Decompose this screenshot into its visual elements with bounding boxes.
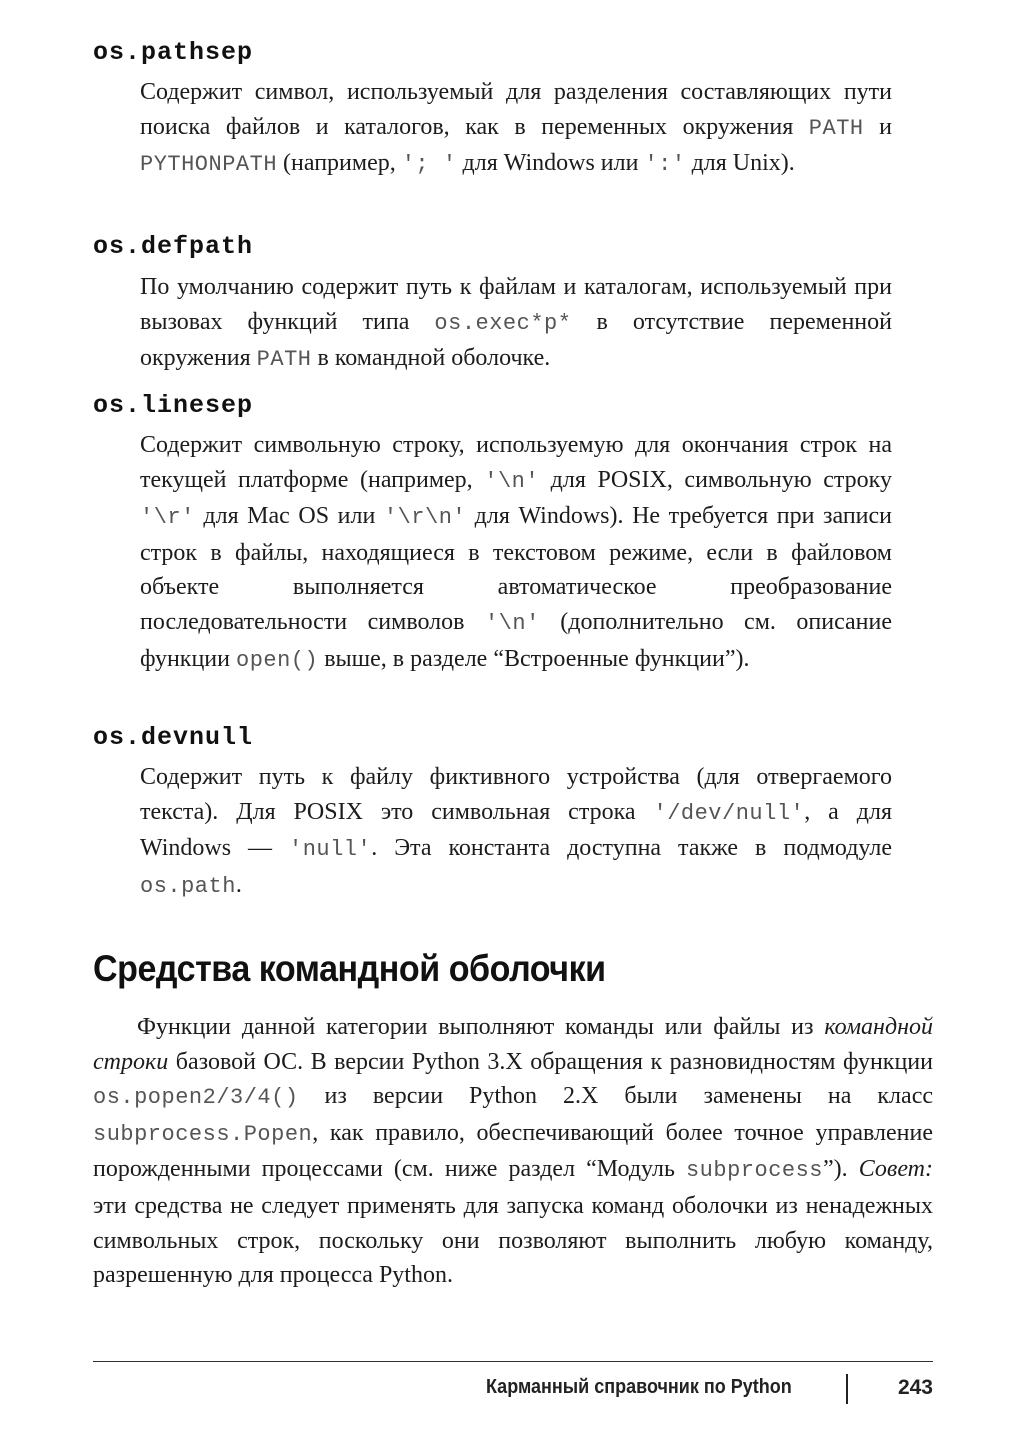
inline-code: os.popen2/3/4()	[93, 1085, 299, 1111]
inline-code: ':'	[644, 152, 686, 178]
entry-body-pathsep	[140, 75, 892, 183]
inline-code: '\n'	[484, 610, 540, 636]
text-run: для Mac OS или	[194, 503, 384, 530]
text-run: эти средства не следует применять для запуска команд оболочки из ненадежных символьных строк, поскольку они позволяют выполнить любую команду, разрешенную для процесса Python.	[93, 1192, 933, 1289]
text-run: в отсутствие переменной окружения	[140, 308, 892, 372]
text-run: базовой ОС. В версии Python 3.X обращения к разновидностям функции	[168, 1048, 933, 1075]
footer-rule	[93, 1361, 933, 1362]
entry-name-pathsep: os.pathsep	[93, 38, 254, 67]
section-title: Средства командной оболочки	[93, 948, 606, 989]
emphasis-text: командной строки	[93, 1014, 933, 1075]
inline-code: '\n'	[484, 468, 540, 494]
text-run: выше, в разделе “Встроенные функции”).	[318, 645, 750, 672]
entry-name-defpath: os.defpath	[93, 232, 254, 261]
inline-code: PATH	[256, 347, 312, 373]
inline-code: '/dev/null'	[653, 800, 805, 826]
inline-code: '\r'	[140, 505, 195, 531]
inline-code: subprocess	[685, 1158, 824, 1184]
entry-name-linesep: os.linesep	[93, 391, 254, 420]
text-run: , как правило, обеспечивающий более точное управление порожденными процессами (см. ниже раздел “Модуль	[93, 1119, 933, 1183]
text-run: Содержит символ, используемый для разделения составляющих пути поиска файлов и каталогов, как в переменных окружения	[140, 79, 892, 140]
text-run: для Windows или	[456, 150, 645, 177]
text-run: ”).	[823, 1156, 859, 1183]
inline-code: subprocess.Popen	[93, 1121, 313, 1147]
text-run: (дополнительно см. описание функции	[140, 608, 892, 672]
inline-code: os.path	[140, 873, 236, 899]
text-run: Функции данной категории выполняют команды или файлы из	[137, 1014, 825, 1040]
inline-code: 'null'	[289, 837, 372, 863]
text-run: для Windows). Не требуется при записи строк в файлы, находящиеся в текстовом режиме, если в файловом объекте выполняется автоматическое преобразование последовательности символов	[140, 503, 892, 635]
footer-separator	[846, 1374, 848, 1404]
text-run: Содержит символьную строку, используемую для окончания строк на текущей платформе (например,	[140, 432, 892, 493]
inline-code: open()	[236, 647, 319, 673]
text-run: , а для Windows —	[140, 798, 892, 862]
text-run: По умолчанию содержит путь к файлам и каталогам, используемый при вызовах функций типа	[140, 274, 892, 335]
emphasis-text: Совет:	[858, 1156, 933, 1183]
text-run: для Unix).	[685, 150, 795, 177]
inline-code: PATH	[808, 115, 864, 141]
text-run: в командной оболочке.	[311, 345, 551, 372]
entry-body-linesep	[140, 428, 892, 678]
footer-book-title: Карманный справочник по Python	[486, 1376, 792, 1398]
entry-name-devnull: os.devnull	[93, 723, 254, 752]
inline-code: '\r\n'	[383, 505, 467, 531]
inline-code: PYTHONPATH	[140, 152, 278, 178]
inline-code: os.exec*p*	[434, 310, 572, 336]
text-run: из версии Python 2.X были заменены на класс	[298, 1083, 933, 1110]
text-run: и	[863, 113, 892, 140]
footer-page-number: 243	[897, 1376, 933, 1399]
text-run: для POSIX, символьную строку	[539, 466, 892, 493]
entry-body-defpath	[140, 270, 892, 378]
text-run: .	[235, 871, 242, 898]
text-run: Содержит путь к файлу фиктивного устройства (для отвергаемого текста). Для POSIX это символьная строка	[140, 764, 892, 825]
section-body	[93, 1010, 933, 1293]
text-run: (например,	[277, 150, 402, 177]
inline-code: '; '	[401, 152, 457, 178]
entry-body-devnull	[140, 760, 892, 904]
text-run: . Эта константа доступна также в подмодуле	[371, 835, 892, 862]
